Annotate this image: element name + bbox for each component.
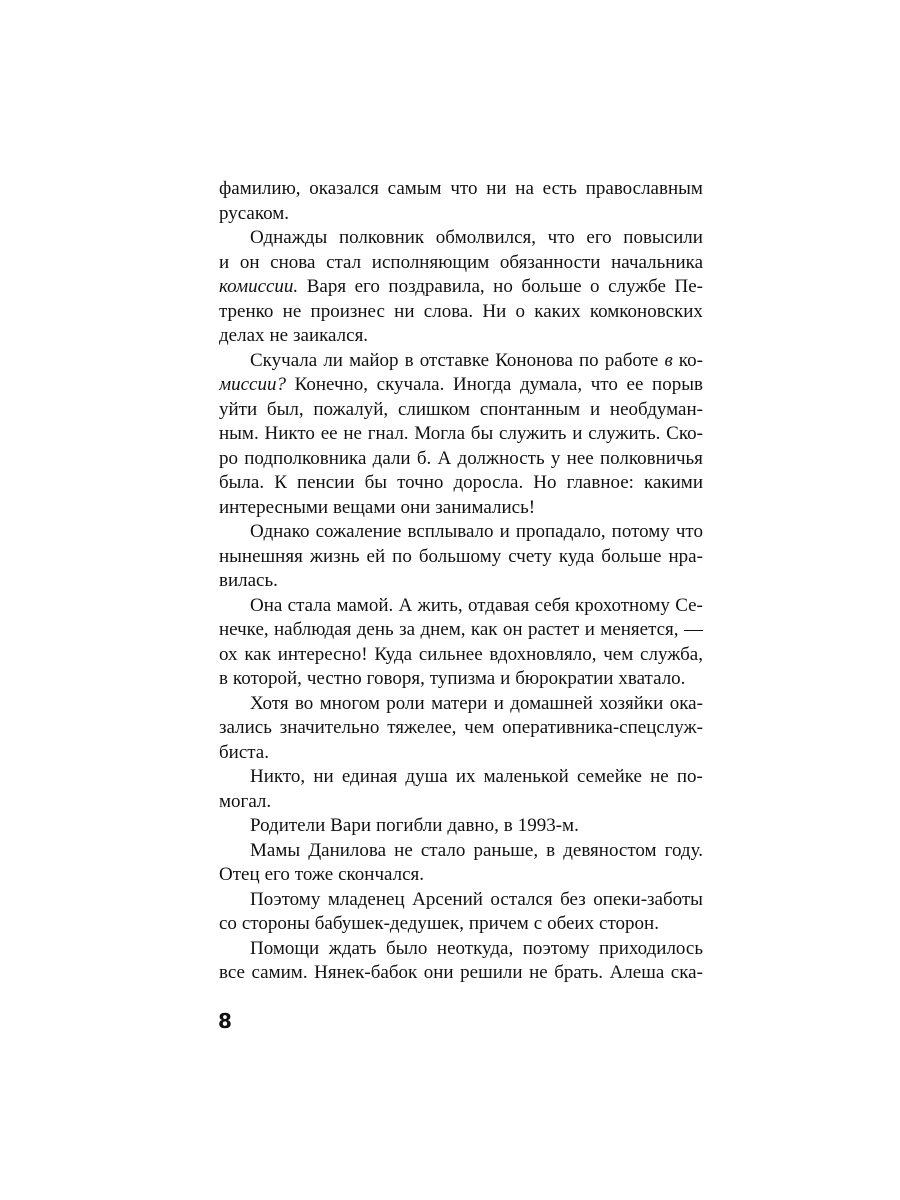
word: подполковника [244,447,367,469]
text-line [219,765,703,790]
word: был, [266,398,304,420]
word: ни [486,178,507,199]
word: и [584,619,595,640]
word: которой, [232,668,302,689]
text-line [219,275,703,300]
word: не [529,962,548,983]
text-line [219,618,703,643]
word: без [560,888,586,910]
word: Хотя [250,692,289,714]
text-line [219,520,703,545]
text-line [219,447,703,472]
word: Она [250,594,283,616]
word: не [394,839,413,861]
word: Кононова [495,349,573,371]
word: решили [460,962,523,983]
word: и [219,251,230,273]
text-line [219,177,703,202]
word: младенец [327,888,405,910]
word: они [423,962,454,983]
word: служба, [640,643,703,665]
word: он [502,619,523,640]
word: вещами [332,496,396,518]
word: бюрократии [515,668,614,689]
word: и [572,423,583,444]
word: Конечно, [294,374,368,395]
word: скончался. [338,864,425,885]
word: на [515,178,534,199]
word: брать. [554,962,604,983]
word: причем [468,913,529,934]
word: Помощи [250,937,320,959]
word: Пе- [674,276,703,297]
word: крохотному [574,594,670,616]
word: Однажды [250,227,328,248]
word: Иногда [453,374,512,395]
word: все [219,962,245,983]
word: ох [219,643,238,665]
word: заикался. [293,325,369,346]
word: было [385,937,428,959]
text-line [219,373,703,398]
word: бы [470,423,494,444]
word: неоткуда, [436,937,514,959]
word: тяжелее, [387,717,457,738]
text-line [219,545,703,570]
word: счету [508,545,552,567]
text-line [219,912,703,937]
word: они [400,496,431,518]
word: работе [604,349,659,371]
word: — [683,619,703,640]
word: больше [521,276,582,297]
word: как [470,619,498,640]
word: гнал. [367,423,409,444]
word: по- [676,766,703,787]
word: раньше, [473,839,539,861]
word: миссии? [219,374,286,395]
word: 1993-м. [517,815,579,836]
word: Но [533,472,557,493]
word: скучала. [376,374,445,395]
word: хозяйки [599,692,664,714]
word: его [354,276,380,297]
word: сторон. [599,913,659,934]
word: роли [386,692,425,714]
word: говоря, [366,668,425,689]
word: поэтому [522,937,590,959]
text-line [219,202,703,227]
word: поздравила, [388,276,485,297]
word: оказался [309,178,379,199]
word: интересно! [277,643,368,665]
word: Ско- [666,423,703,444]
word: исполняющим [371,251,490,273]
word: и [493,692,504,714]
word: служить. [588,423,661,444]
text-line [219,667,703,692]
text-line [219,422,703,447]
word: Куда [374,643,413,665]
word: вилась. [219,570,278,591]
word: служить [499,423,567,444]
word: чем [464,717,495,738]
word: и [500,668,511,689]
word: комиссии. [219,276,299,297]
word: Нянек-бабок [314,962,418,983]
word: отдавая [467,594,530,616]
word: могал. [219,790,272,812]
word: в [219,668,228,689]
word: Родители [250,815,326,836]
word: спонтанным [479,398,581,420]
word: он [239,251,260,273]
word: наблюдая [274,619,352,640]
word: его [586,227,612,248]
word: году. [664,839,703,861]
text-line [219,716,703,741]
word: ко- [678,349,703,371]
word: Варя [306,276,347,297]
word: жизнь [309,545,360,567]
word: куда [558,545,595,567]
text-line [219,790,703,815]
word: какими [644,472,703,493]
body-text [219,177,703,986]
word: с [533,913,543,934]
word: что [590,374,618,395]
word: сильнее [418,643,483,665]
word: Арсений [412,888,483,910]
word: снова [270,251,316,273]
word: нее [566,447,594,469]
word: доросла. [453,472,524,493]
word: Вари [330,815,371,836]
word: думала, [520,374,583,395]
word: обмолвился, [435,227,537,248]
word: за [399,619,416,640]
word: А [437,447,452,469]
word: домашней [510,692,593,714]
word: ждать [328,937,377,959]
word: ли [323,349,343,371]
word: комконовских [589,300,703,322]
word: нечке, [219,619,269,640]
word: ным. [219,423,259,444]
word: Никто, [250,766,306,787]
text-line [219,643,703,668]
word: что [450,178,478,199]
text-line [219,863,703,888]
word: по [579,349,599,371]
word: полковничья [599,447,703,469]
word: себя [534,594,570,616]
word: опеки-заботы [593,888,703,910]
word: по [392,545,412,567]
word: дали [372,447,411,469]
word: потому [611,521,670,542]
word: во [294,692,314,714]
word: большому [418,545,502,567]
word: мамой. [336,594,394,616]
word: жить, [417,594,463,616]
word: ока- [669,692,703,714]
word: в [664,349,673,371]
word: отставке [419,349,490,371]
word: у [550,447,561,469]
word: Отец [219,864,260,885]
word: Данилова [308,839,387,861]
word: что [547,227,575,248]
word: занимались! [435,496,536,518]
word: пропадало, [515,521,606,542]
word: душа [405,766,448,787]
word: не [343,423,362,444]
word: должность [457,447,545,469]
word: давно, [447,815,499,836]
word: не [282,300,302,322]
word: день [356,619,394,640]
word: тренко [219,300,274,322]
word: со [219,913,237,934]
text-line [219,888,703,913]
word: маленькой [483,766,569,787]
word: ро [219,447,238,469]
word: обеих [547,913,595,934]
word: необдуман- [609,398,703,420]
word: самым [387,178,442,199]
word: вдохновляло, [489,643,597,665]
text-line [219,251,703,276]
word: биста. [219,741,269,763]
word: матери [431,692,488,714]
text-line [219,692,703,717]
text-line [219,569,703,594]
word: Мамы [250,839,301,861]
text-line [219,594,703,619]
word: Поэтому [250,888,321,910]
word: тоже [294,864,334,885]
word: стала [287,594,332,616]
word: и [499,521,510,542]
word: всплывало [407,521,494,542]
text-line [219,471,703,496]
word: пенсии [296,472,355,493]
text-line [219,839,703,864]
word: его [264,864,290,885]
word: в [546,839,556,861]
word: о [590,276,600,297]
word: пожалуй, [313,398,389,420]
word: слова. [423,300,474,322]
word: фамилию, [219,178,301,199]
word: но [493,276,513,297]
word: не [269,325,289,346]
word: уйти [219,398,258,420]
text-line [219,814,703,839]
word: Никто [264,423,315,444]
word: точно [397,472,444,493]
word: приходилось [599,937,703,959]
word: в [503,815,513,836]
text-line [219,496,703,521]
text-line [219,937,703,962]
word: девяностом [563,839,657,861]
word: порыв [652,374,703,395]
word: о [515,300,526,322]
word: русаком. [219,202,290,224]
text-line [219,324,703,349]
page-number: 8 [218,1009,232,1033]
word: значительно [279,717,380,738]
word: самим. [251,962,308,983]
word: чем [603,643,634,665]
word: обязанности [499,251,601,273]
word: бабушек-дедушек, [314,913,464,934]
word: их [455,766,476,787]
word: ее [626,374,644,395]
word: тупизма [429,668,496,689]
word: оперативника-спецслуж- [502,717,703,738]
word: не [650,766,669,787]
word: ска- [670,962,703,983]
word: хватало. [618,668,686,689]
word: меняется, [600,619,679,640]
word: полковник [338,227,425,248]
word: семейке [577,766,642,787]
word: есть [542,178,577,199]
word: как [244,643,271,665]
word: Се- [675,594,703,616]
word: погибли [375,815,443,836]
word: ее [320,423,338,444]
word: сожаление [315,521,402,542]
word: б. [416,447,432,469]
word: стал [326,251,362,273]
word: бы [364,472,388,493]
word: нра- [668,545,703,567]
word: каких [534,300,581,322]
text-line [219,961,703,986]
word: в [404,349,414,371]
word: многом [319,692,380,714]
text-line [219,226,703,251]
text-line [219,300,703,325]
text-line [219,398,703,423]
word: Ни [482,300,507,322]
word: Скучала [250,349,318,371]
word: стало [420,839,466,861]
word: и [589,398,601,420]
word: зались [219,717,272,738]
word: майор [349,349,399,371]
text-line [219,741,703,766]
word: честно [306,668,362,689]
word: ни [313,766,334,787]
word: стороны [241,913,310,934]
word: главное: [566,472,634,493]
word: нынешняя [219,545,303,567]
word: что [675,521,703,542]
word: остался [490,888,553,910]
word: службе [608,276,666,297]
word: православным [585,178,703,199]
word: А [398,594,413,616]
word: растет [527,619,580,640]
word: ей [366,545,386,567]
word: ни [394,300,415,322]
word: днем, [420,619,466,640]
word: слишком [397,398,471,420]
word: начальника [611,251,703,273]
word: Могла [414,423,466,444]
text-line [219,349,703,374]
word: больше [601,545,662,567]
word: Алеша [609,962,665,983]
word: К [274,472,287,493]
word: Однако [250,521,310,542]
word: повысили [623,227,703,248]
word: интересными [219,496,329,518]
word: произнес [310,300,385,322]
word: делах [219,325,265,346]
word: единая [341,766,398,787]
word: была. [219,472,265,493]
